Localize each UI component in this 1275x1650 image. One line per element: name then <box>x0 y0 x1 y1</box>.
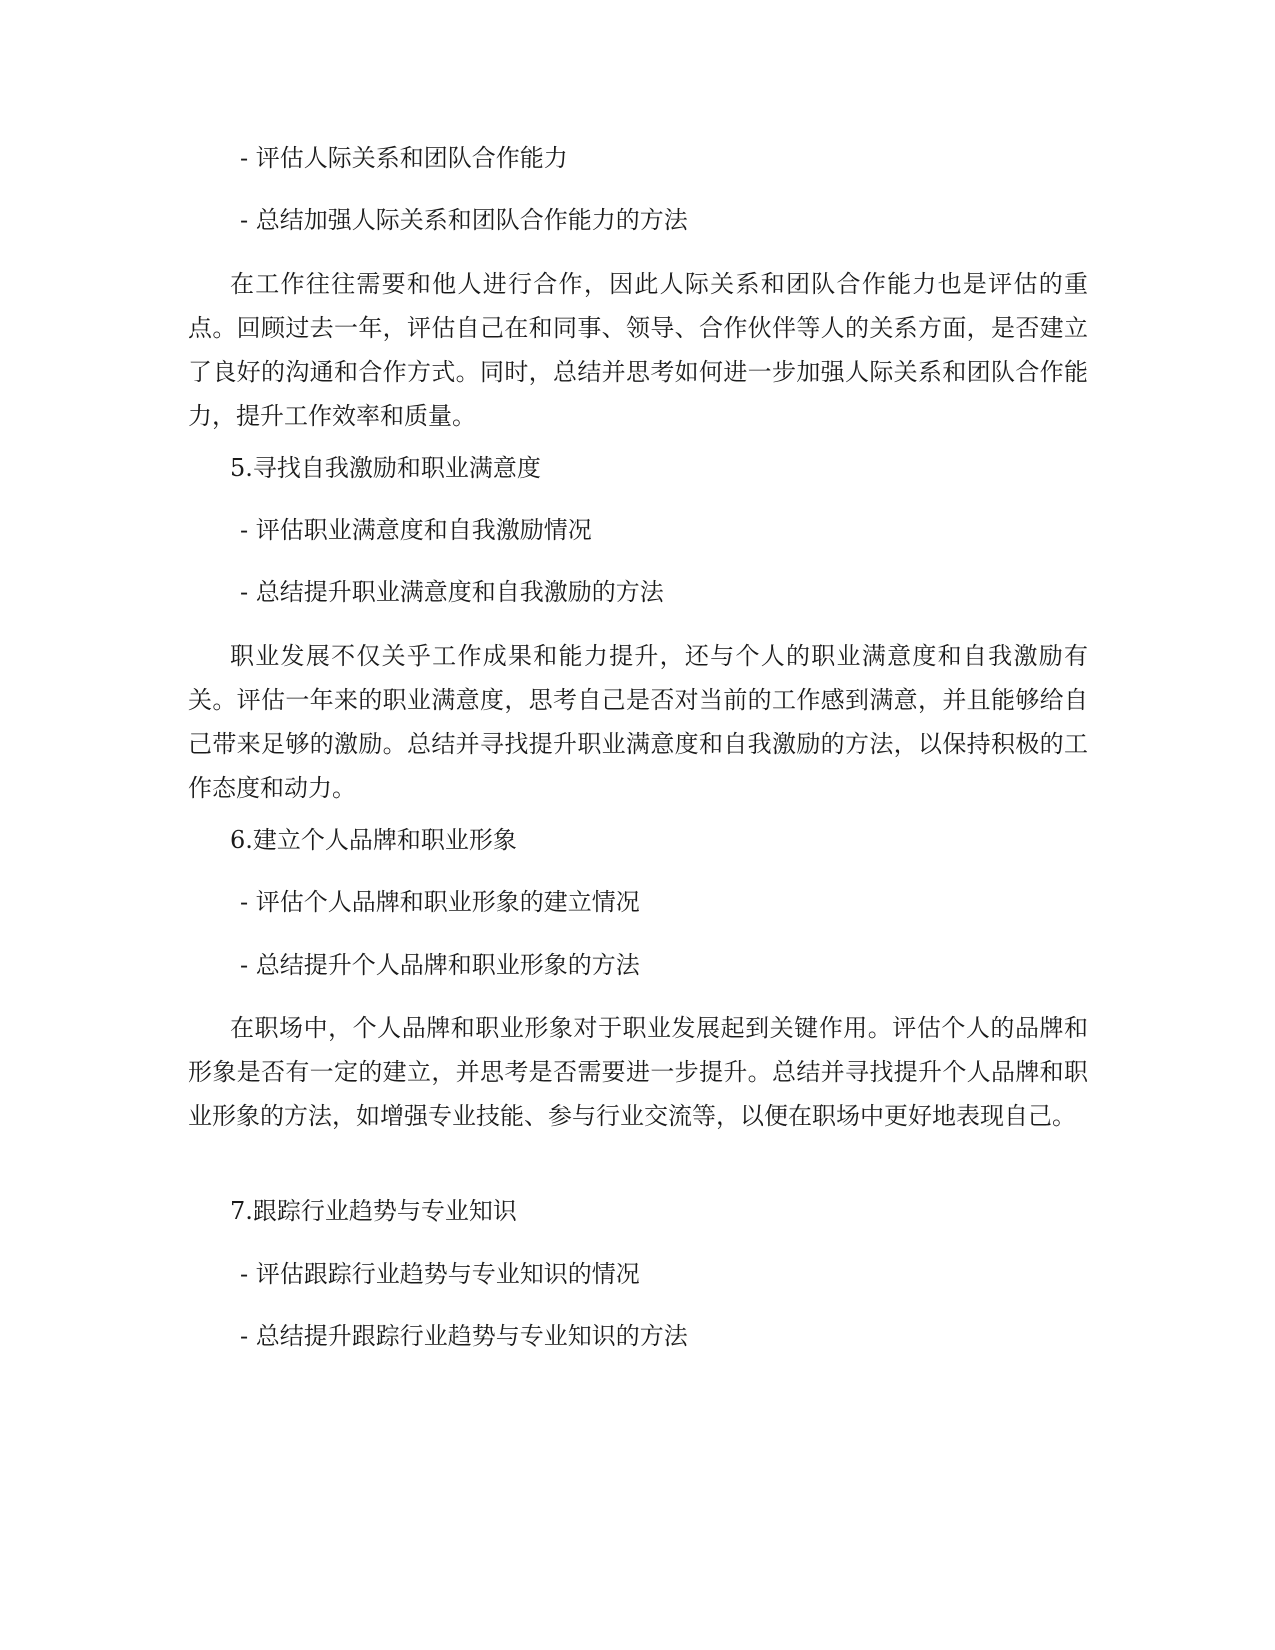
bullet-evaluate-industry: - 评估跟踪行业趋势与专业知识的情况 <box>240 1260 640 1288</box>
bullet-summarize-satisfaction: - 总结提升职业满意度和自我激励的方法 <box>240 578 664 606</box>
bullet-evaluate-teamwork: - 评估人际关系和团队合作能力 <box>240 144 568 172</box>
section-heading-5: 5.寻找自我激励和职业满意度 <box>230 454 541 482</box>
bullet-summarize-teamwork: - 总结加强人际关系和团队合作能力的方法 <box>240 206 688 234</box>
section-heading-6: 6.建立个人品牌和职业形象 <box>230 826 517 854</box>
bullet-summarize-industry: - 总结提升跟踪行业趋势与专业知识的方法 <box>240 1322 688 1350</box>
paragraph-satisfaction: 职业发展不仅关乎工作成果和能力提升，还与个人的职业满意度和自我激励有关。评估一年来的职业满意度，思考自己是否对当前的工作感到满意，并且能够给自己带来足够的激励。总结并寻找提升职业满意度和自我激励的方法，以保持积极的工作态度和动力。 <box>188 642 1088 802</box>
paragraph-brand: 在职场中，个人品牌和职业形象对于职业发展起到关键作用。评估个人的品牌和形象是否有一定的建立，并思考是否需要进一步提升。总结并寻找提升个人品牌和职业形象的方法，如增强专业技能、参与行业交流等，以便在职场中更好地表现自己。 <box>188 1014 1088 1130</box>
bullet-summarize-brand: - 总结提升个人品牌和职业形象的方法 <box>240 951 640 979</box>
section-heading-7: 7.跟踪行业趋势与专业知识 <box>230 1197 517 1225</box>
bullet-evaluate-brand: - 评估个人品牌和职业形象的建立情况 <box>240 888 640 916</box>
paragraph-teamwork: 在工作往往需要和他人进行合作，因此人际关系和团队合作能力也是评估的重点。回顾过去一年，评估自己在和同事、领导、合作伙伴等人的关系方面，是否建立了良好的沟通和合作方式。同时，总结并思考如何进一步加强人际关系和团队合作能力，提升工作效率和质量。 <box>188 270 1088 430</box>
bullet-evaluate-satisfaction: - 评估职业满意度和自我激励情况 <box>240 516 592 544</box>
